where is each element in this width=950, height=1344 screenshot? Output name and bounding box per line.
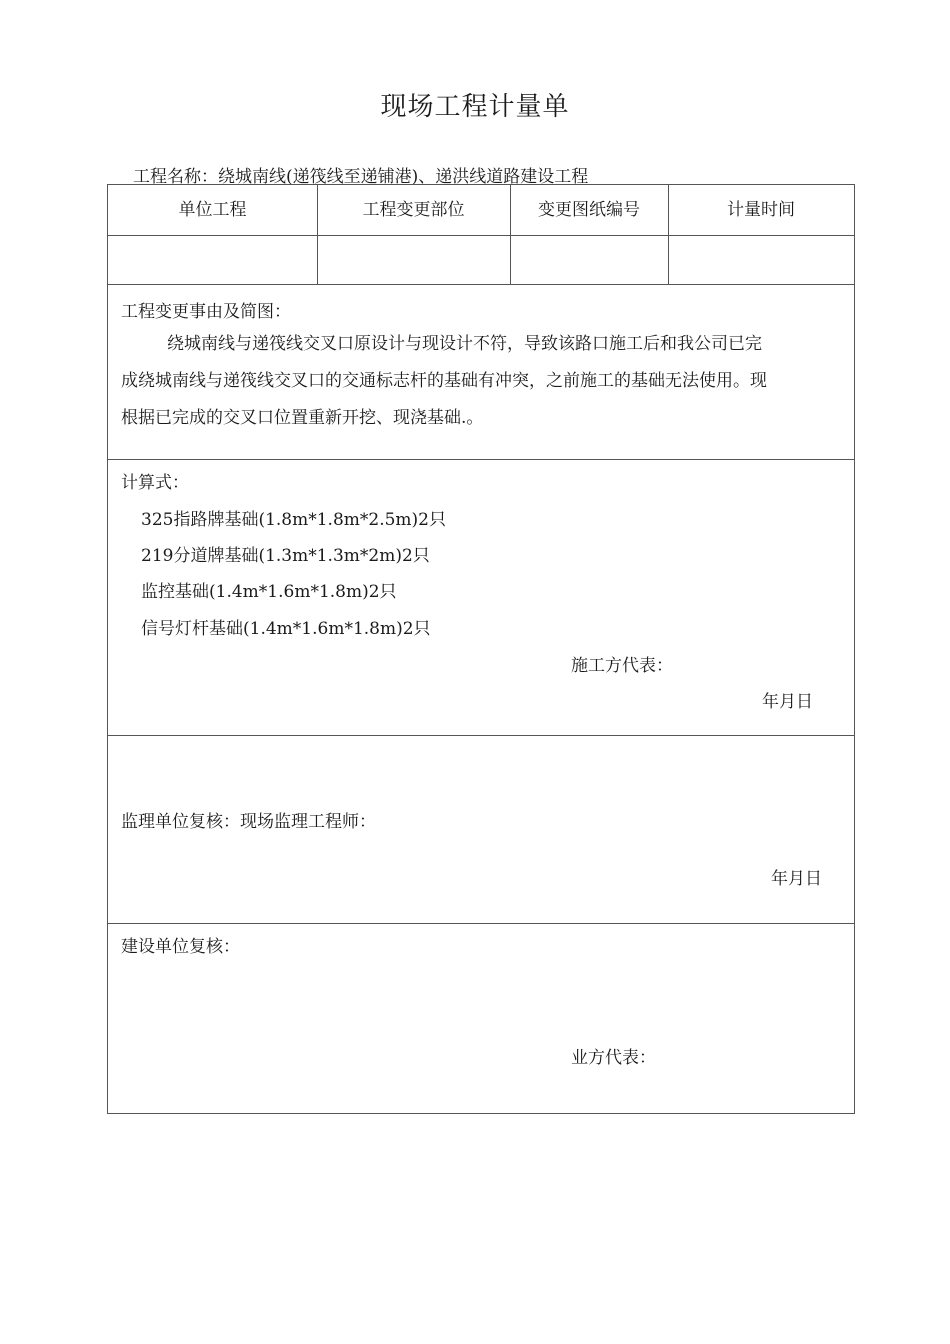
supervision-date-label: 年月日 (771, 869, 822, 889)
row-divider (108, 923, 854, 924)
contractor-rep-label: 施工方代表： (571, 656, 673, 676)
reason-line: 绕城南线与递筏线交叉口原设计与现设计不符，导致该路口施工后和我公司已完 (167, 334, 762, 354)
calc-item: 监控基础(1.4m*1.6m*1.8m)2只 (141, 582, 397, 602)
reason-text (121, 326, 846, 437)
measurement-form-table (107, 184, 855, 1114)
header-drawing-number: 变更图纸编号 (538, 200, 640, 220)
page-title: 现场工程计量单 (380, 92, 570, 122)
header-measure-time: 计量时间 (727, 200, 795, 220)
calc-label: 计算式： (121, 473, 189, 493)
calc-item: 219分道牌基础(1.3m*1.3m*2m)2只 (141, 546, 430, 566)
owner-label: 建设单位复核： (121, 937, 240, 957)
calc-item: 信号灯杆基础(1.4m*1.6m*1.8m)2只 (141, 619, 431, 639)
supervision-label: 监理单位复核：现场监理工程师： (121, 812, 376, 832)
row-divider (108, 735, 854, 736)
calc-item: 325指路牌基础(1.8m*1.8m*2.5m)2只 (141, 510, 446, 530)
header-change-location: 工程变更部位 (362, 200, 465, 220)
reason-label: 工程变更事由及简图： (121, 302, 291, 322)
row-divider (108, 459, 854, 460)
header-unit-project: 单位工程 (178, 200, 247, 220)
owner-rep-label: 业方代表： (571, 1048, 656, 1068)
contractor-date-label: 年月日 (762, 692, 813, 712)
project-name: 工程名称：绕城南线(递筏线至递铺港)、递洪线道路建设工程 (133, 167, 589, 187)
reason-line: 成绕城南线与递筏线交叉口的交通标志杆的基础有冲突，之前施工的基础无法使用。现 (121, 371, 767, 391)
reason-line: 根据已完成的交叉口位置重新开挖、现浇基础.。 (121, 408, 484, 428)
row-divider (108, 284, 854, 285)
row-divider (108, 235, 854, 236)
